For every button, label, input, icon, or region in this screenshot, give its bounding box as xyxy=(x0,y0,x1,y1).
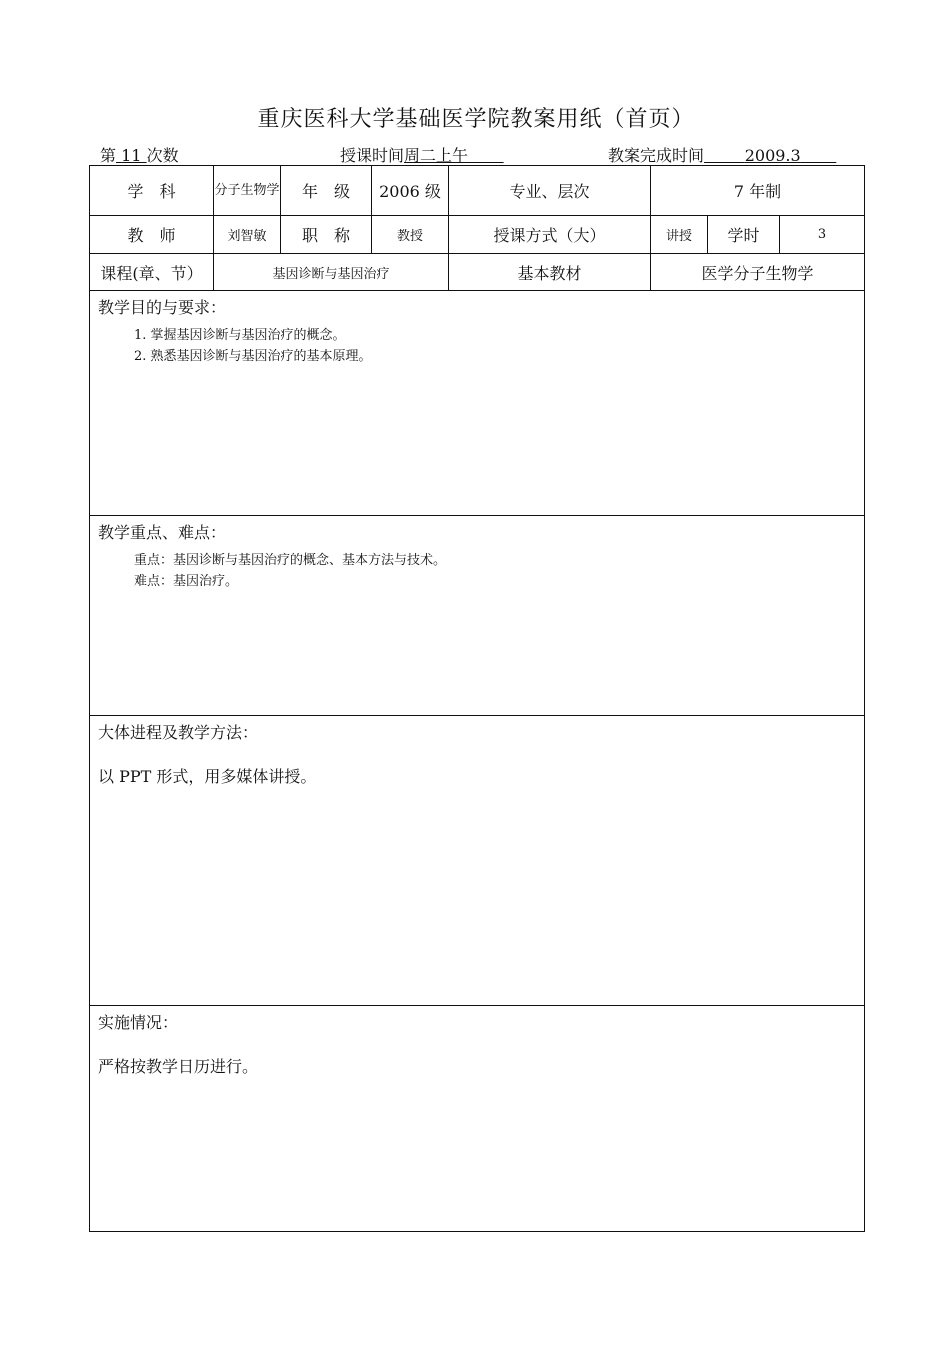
section-method xyxy=(90,716,865,1006)
implementation-text: 严格按教学日历进行。 xyxy=(98,1057,259,1076)
method-text: 以 PPT 形式，用多媒体讲授。 xyxy=(98,767,317,786)
keypoints-title: 教学重点、难点： xyxy=(98,523,227,542)
lecture-time: 授课时间周二上午 xyxy=(340,146,469,165)
hours-value: 3 xyxy=(780,216,865,254)
textbook-value: 医学分子生物学 xyxy=(651,254,865,291)
subject-value: 分子生物学 xyxy=(214,166,281,216)
header-info-line xyxy=(100,143,852,165)
mode-label: 授课方式（大） xyxy=(449,216,651,254)
section-implementation xyxy=(90,1006,865,1232)
hours-label: 学时 xyxy=(708,216,780,254)
course-value: 基因诊断与基因治疗 xyxy=(214,254,449,291)
rank-value: 教授 xyxy=(372,216,449,254)
goal-item: 1. 掌握基因诊断与基因治疗的概念。 xyxy=(134,328,346,343)
row-subject xyxy=(90,166,865,216)
grade-value: 2006 级 xyxy=(372,166,449,216)
row-course xyxy=(90,254,865,291)
session-number: 第 11 次数 xyxy=(100,146,179,165)
method-title: 大体进程及教学方法： xyxy=(98,723,259,742)
implementation-title: 实施情况： xyxy=(98,1013,179,1032)
keypoint-item: 难点：基因治疗。 xyxy=(134,574,239,589)
mode-value: 讲授 xyxy=(651,216,708,254)
row-teacher xyxy=(90,216,865,254)
keypoint-item: 重点：基因诊断与基因治疗的概念、基本方法与技术。 xyxy=(134,553,447,568)
course-label: 课程(章、节） xyxy=(90,254,214,291)
teacher-value: 刘智敏 xyxy=(214,216,281,254)
lesson-plan-form xyxy=(89,165,864,1231)
section-goals xyxy=(90,291,865,516)
completion-time: 教案完成时间 2009.3 xyxy=(608,146,801,165)
grade-label: 年 级 xyxy=(281,166,372,216)
rank-label: 职 称 xyxy=(281,216,372,254)
goal-item: 2. 熟悉基因诊断与基因治疗的基本原理。 xyxy=(134,349,372,364)
teacher-label: 教 师 xyxy=(90,216,214,254)
goals-title: 教学目的与要求： xyxy=(98,298,227,317)
section-keypoints xyxy=(90,516,865,716)
major-label: 专业、层次 xyxy=(449,166,651,216)
page-title: 重庆医科大学基础医学院教案用纸（首页） xyxy=(257,107,695,132)
textbook-label: 基本教材 xyxy=(449,254,651,291)
subject-label: 学 科 xyxy=(90,166,214,216)
major-value: 7 年制 xyxy=(651,166,865,216)
